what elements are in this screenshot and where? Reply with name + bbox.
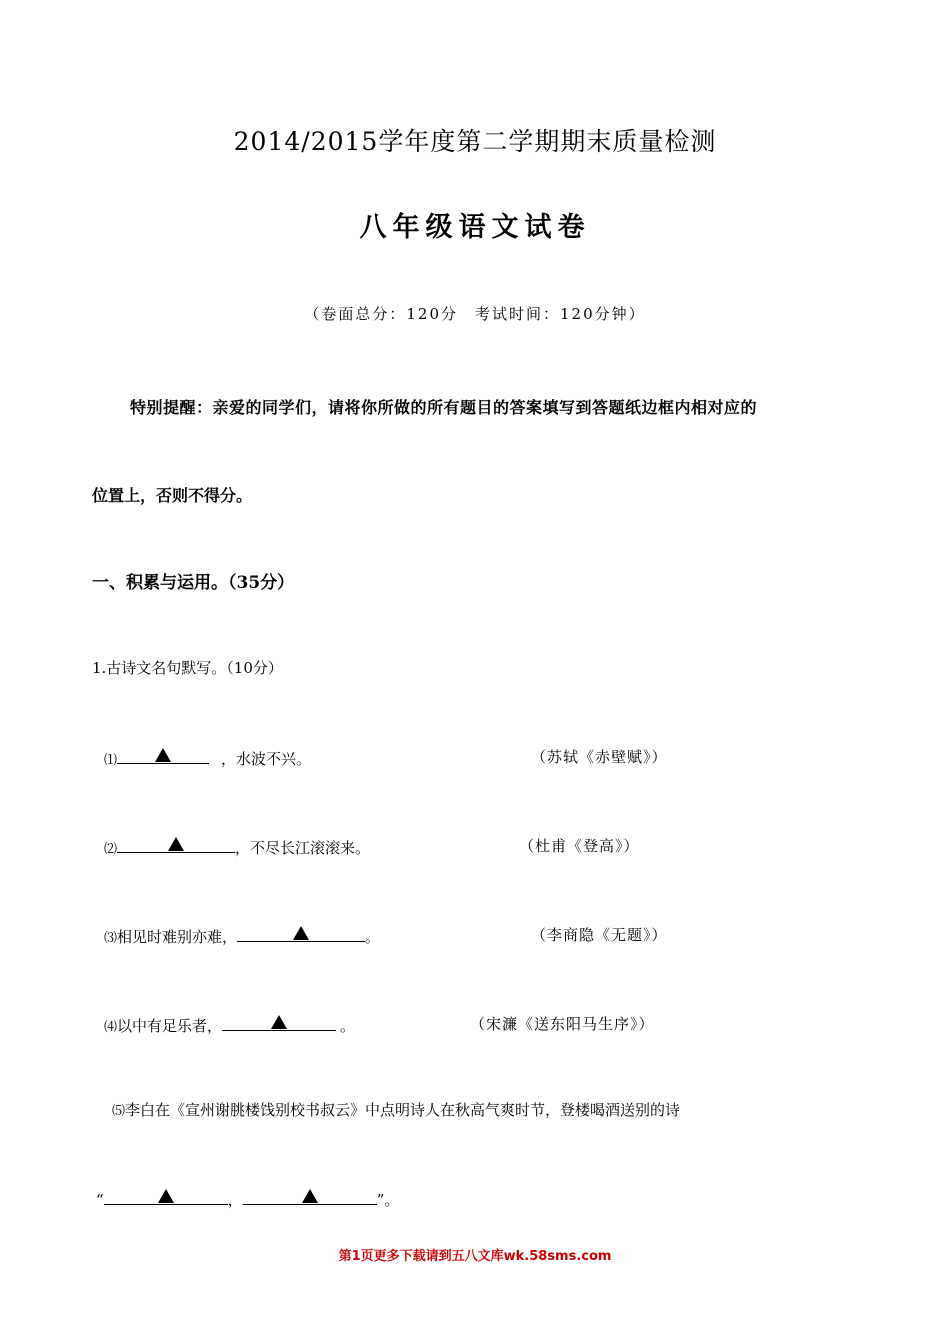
section-heading: 一、积累与运用。（35分） — [92, 573, 295, 593]
item-after-text: 。 — [340, 1017, 356, 1035]
open-quote: “ — [96, 1191, 104, 1209]
triangle-icon — [271, 1015, 287, 1029]
question-item-1 — [104, 745, 311, 769]
comma: ， — [227, 1191, 243, 1209]
item-source: （李商隐《无题》） — [531, 926, 668, 944]
answer-blank[interactable] — [237, 923, 365, 942]
answer-blank[interactable] — [104, 1186, 228, 1205]
answer-blank[interactable] — [117, 834, 235, 853]
footer-download-link[interactable]: 第1页更多下载请到五八文库wk.58sms.com — [338, 1249, 612, 1264]
notice-line-1: 特别提醒：亲爱的同学们，请将你所做的所有题目的答案填写到答题纸边框内相对应的 — [130, 398, 758, 417]
triangle-icon — [293, 926, 309, 940]
question-item-2 — [104, 834, 370, 858]
triangle-icon — [302, 1189, 318, 1203]
exam-title: 2014/2015学年度第二学期期末质量检测 — [233, 127, 717, 156]
item-before-text: 相见时难别亦难， — [117, 928, 238, 946]
item-number: ⑴ — [104, 753, 118, 768]
question-item-3 — [104, 923, 380, 947]
item-source: （杜甫《登高》） — [519, 837, 640, 855]
item-source: （宋濂《送东阳马生序》） — [470, 1015, 655, 1033]
answer-blank[interactable] — [243, 1186, 377, 1205]
item-after-text: ，水波不兴。 — [221, 750, 312, 768]
item-source: （苏轼《赤壁赋》） — [531, 748, 668, 766]
item-after-text: ，不尽长江滚滚来。 — [235, 839, 371, 857]
question-item-5-answer — [96, 1186, 399, 1210]
item-text: 李白在《宣州谢朓楼饯别校书叔云》中点明诗人在秋高气爽时节，登楼喝酒送别的诗 — [125, 1101, 681, 1119]
question-item-5 — [112, 1099, 680, 1120]
exam-subtitle: 八年级语文试卷 — [359, 212, 591, 243]
item-before-text: 以中有足乐者， — [117, 1017, 223, 1035]
item-number: ⑶ — [104, 931, 118, 946]
item-number: ⑷ — [104, 1020, 118, 1035]
triangle-icon — [155, 748, 171, 762]
question-item-4 — [104, 1012, 355, 1036]
notice-line-2: 位置上，否则不得分。 — [92, 486, 253, 505]
question-label: 1.古诗文名句默写。（10分） — [92, 659, 283, 677]
item-after-text: 。 — [365, 928, 381, 946]
triangle-icon — [168, 837, 184, 851]
item-number: ⑵ — [104, 842, 118, 857]
close-quote: ”。 — [376, 1191, 400, 1209]
triangle-icon — [158, 1189, 174, 1203]
item-number: ⑸ — [112, 1104, 126, 1119]
answer-blank[interactable] — [222, 1012, 336, 1031]
answer-blank[interactable] — [117, 745, 209, 764]
exam-info: （卷面总分：120分 考试时间：120分钟） — [304, 305, 646, 323]
